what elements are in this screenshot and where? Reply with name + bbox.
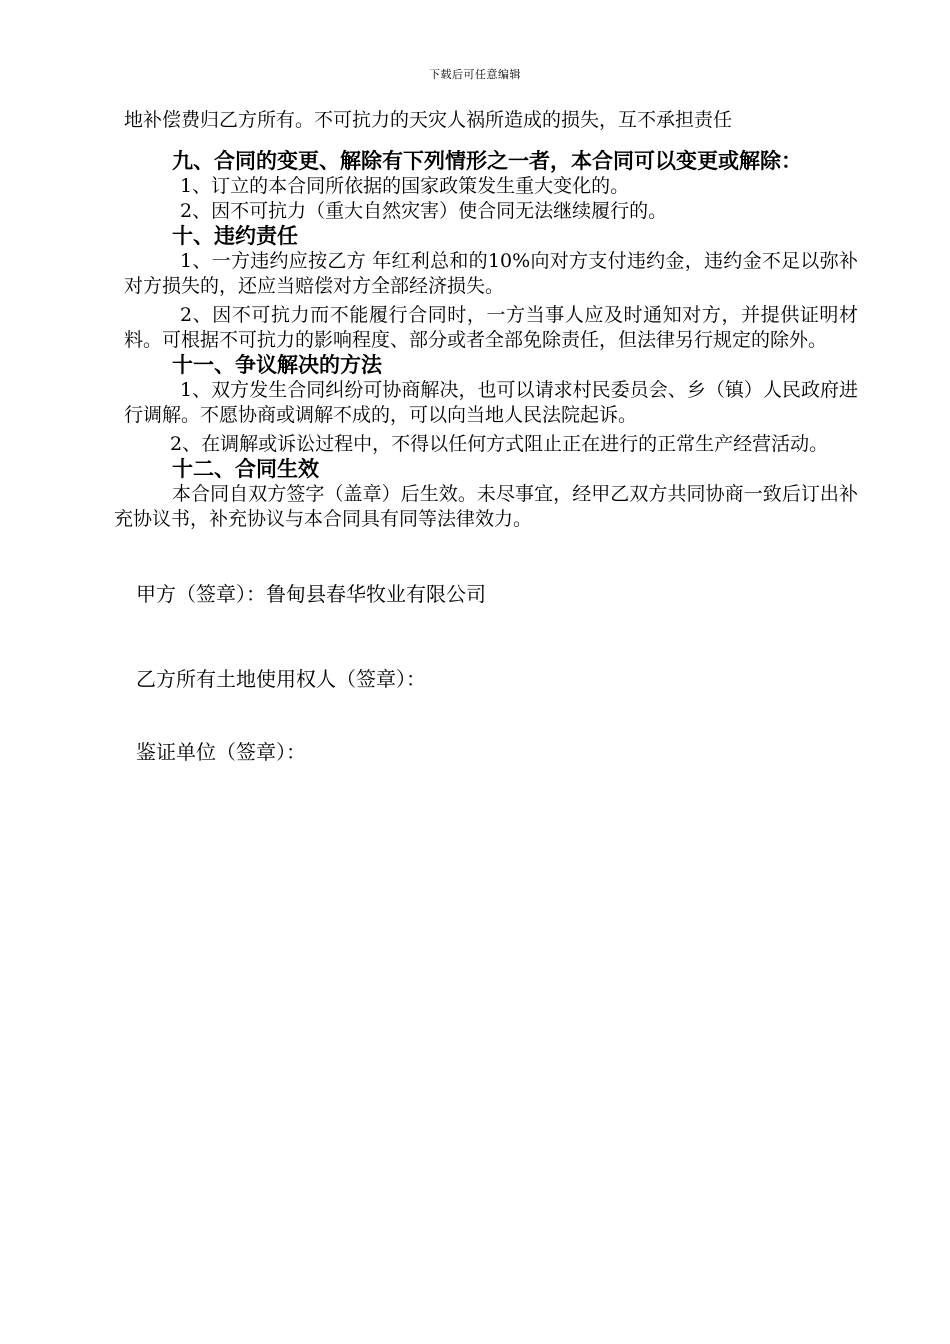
intro-line: 地补偿费归乙方所有。不可抗力的天灾人祸所造成的损失，互不承担责任: [124, 109, 733, 131]
section-11-item-1: 1、双方发生合同纠纷可协商解决，也可以请求村民委员会、乡（镇）人民政府进行调解。不愿协商或调解不成的，可以向当地人民法院起诉。: [124, 379, 858, 426]
contract-body: [114, 108, 858, 765]
section-10-item-1: 1、一方违约应按乙方 年红利总和的10%向对方支付违约金，违约金不足以弥补对方损失的，还应当赔偿对方全部经济损失。: [124, 250, 858, 297]
party-a-signature: 甲方（签章）：鲁甸县春华牧业有限公司: [136, 582, 486, 606]
section-10-item-2: 2、因不可抗力而不能履行合同时，一方当事人应及时通知对方，并提供证明材料。可根据不可抗力的影响程度、部分或者全部免除责任，但法律另行规定的除外。: [124, 304, 858, 351]
party-b-signature: 乙方所有土地使用权人（签章）：: [136, 667, 426, 691]
section-12-title: 十二、合同生效: [172, 457, 319, 481]
section-11-title: 十一、争议解决的方法: [172, 353, 382, 377]
section-12-body: 本合同自双方签字（盖章）后生效。未尽事宜，经甲乙双方共同协商一致后订出补充协议书，补充协议与本合同具有同等法律效力。: [114, 483, 858, 530]
section-9-item-2: 2、因不可抗力（重大自然灾害）使合同无法继续履行的。: [180, 200, 668, 222]
section-9-item-1: 1、订立的本合同所依据的国家政策发生重大变化的。: [180, 175, 630, 197]
section-11-item-2: 2、在调解或诉讼过程中，不得以任何方式阻止正在进行的正常生产经营活动。: [170, 433, 829, 455]
section-9-title: 九、合同的变更、解除有下列情形之一者，本合同可以变更或解除：: [172, 149, 802, 173]
section-10-title: 十、违约责任: [172, 224, 298, 248]
witness-signature: 鉴证单位（签章）：: [136, 740, 306, 764]
page-header-note: 下载后可任意编辑: [429, 68, 521, 81]
